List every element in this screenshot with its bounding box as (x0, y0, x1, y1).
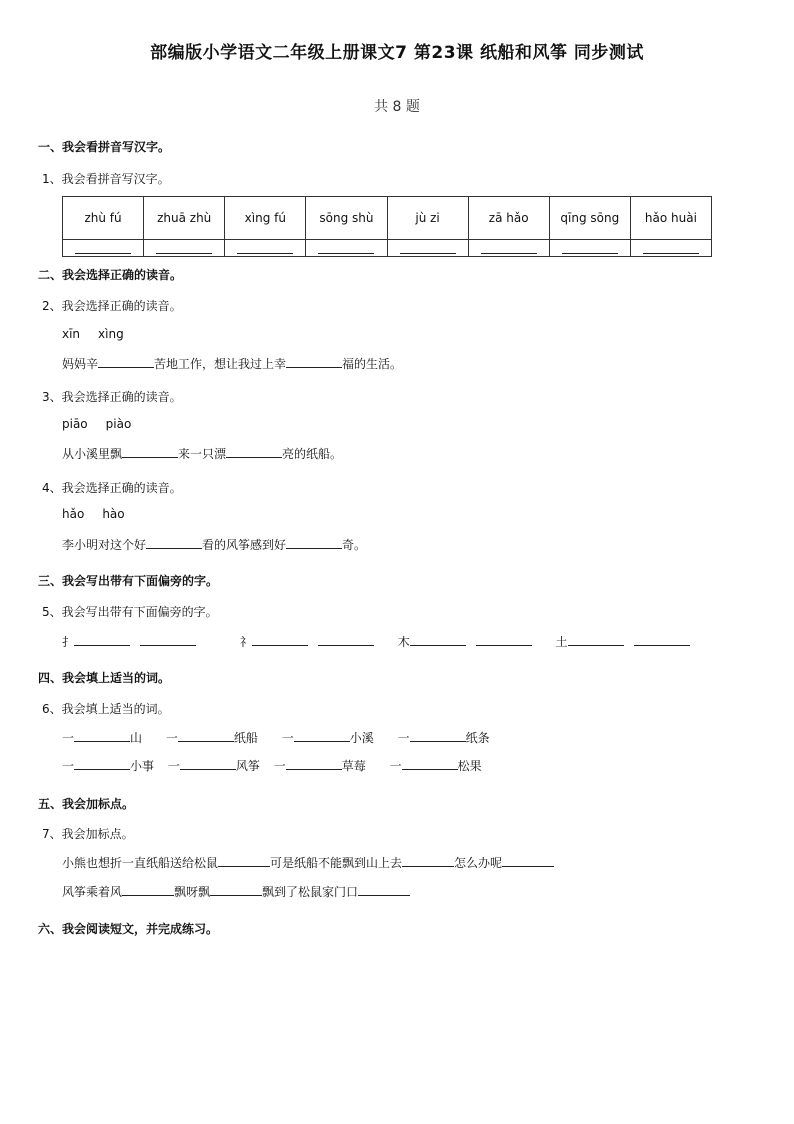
pinyin-cell: xìng fú (225, 197, 306, 240)
question-1-prompt: 1、我会看拼音写汉字。 (42, 172, 170, 186)
section-heading-6: 六、我会阅读短文，并完成练习。 (38, 922, 219, 936)
answer-blank[interactable] (481, 252, 537, 254)
pinyin-cell: zā hǎo (468, 197, 549, 240)
answer-blank[interactable] (502, 855, 554, 867)
question-6-row-1 (62, 729, 490, 746)
question-4-options (62, 507, 143, 521)
noun-label: 纸条 (465, 731, 490, 745)
answer-blank[interactable] (74, 634, 130, 646)
answer-blank[interactable] (98, 356, 154, 368)
answer-cell[interactable] (63, 240, 144, 257)
question-7-line-2 (62, 883, 410, 900)
answer-blank[interactable] (252, 634, 308, 646)
measure-word-prefix: 一 (273, 759, 286, 773)
pinyin-cell: jù zi (387, 197, 468, 240)
answer-blank[interactable] (122, 884, 174, 896)
noun-label: 小事 (130, 759, 155, 773)
answer-blank[interactable] (402, 758, 458, 770)
question-2-prompt: 2、我会选择正确的读音。 (42, 299, 182, 313)
noun-label: 小溪 (349, 731, 374, 745)
answer-blank[interactable] (476, 634, 532, 646)
question-3-sentence (62, 445, 342, 462)
section-heading-3: 三、我会写出带有下面偏旁的字。 (38, 574, 219, 588)
sentence-text: 奇。 (342, 538, 367, 552)
answer-blank[interactable] (568, 634, 624, 646)
question-count: 共 8 题 (374, 99, 420, 115)
question-5-radicals (62, 633, 690, 650)
radical-label: 土 (555, 635, 568, 649)
answer-blank[interactable] (318, 634, 374, 646)
sentence-text: 从小溪里飘 (62, 447, 123, 461)
answer-blank[interactable] (643, 252, 699, 254)
measure-word-prefix: 一 (281, 731, 294, 745)
section-heading-5: 五、我会加标点。 (38, 797, 135, 811)
answer-cell[interactable] (387, 240, 468, 257)
question-5-prompt: 5、我会写出带有下面偏旁的字。 (42, 605, 218, 619)
sentence-text: 飘呀飘 (174, 885, 211, 899)
section-heading-1: 一、我会看拼音写汉字。 (38, 140, 171, 154)
pinyin-cell: zhuā zhù (144, 197, 225, 240)
sentence-text: 李小明对这个好 (62, 538, 147, 552)
answer-blank[interactable] (294, 730, 350, 742)
radical-label: 礻 (239, 635, 252, 649)
answer-blank[interactable] (210, 884, 262, 896)
answer-blank[interactable] (286, 537, 342, 549)
answer-cell[interactable] (630, 240, 711, 257)
pinyin-option: piāo (62, 417, 88, 431)
answer-blank[interactable] (140, 634, 196, 646)
pinyin-option: piào (105, 417, 132, 431)
answer-blank[interactable] (146, 537, 202, 549)
section-heading-2: 二、我会选择正确的读音。 (38, 268, 183, 282)
answer-cell[interactable] (225, 240, 306, 257)
measure-word-prefix: 一 (62, 731, 75, 745)
noun-label: 松果 (457, 759, 482, 773)
question-4-sentence (62, 536, 366, 553)
answer-blank[interactable] (178, 730, 234, 742)
section-heading-4: 四、我会填上适当的词。 (38, 671, 171, 685)
answer-blank[interactable] (358, 884, 410, 896)
measure-word-prefix: 一 (165, 731, 178, 745)
sentence-text: 风筝乘着风 (62, 885, 123, 899)
measure-word-prefix: 一 (397, 731, 410, 745)
answer-cell[interactable] (144, 240, 225, 257)
question-6-prompt: 6、我会填上适当的词。 (42, 702, 170, 716)
answer-blank[interactable] (286, 758, 342, 770)
answer-blank[interactable] (218, 855, 270, 867)
sentence-text: 看的风筝感到好 (202, 538, 287, 552)
measure-word-prefix: 一 (167, 759, 180, 773)
question-2-sentence (62, 355, 402, 372)
measure-word-prefix: 一 (389, 759, 402, 773)
pinyin-option: hǎo (62, 507, 85, 521)
answer-blank[interactable] (74, 758, 130, 770)
sentence-text: 可是纸船不能飘到山上去 (270, 856, 403, 870)
question-6-row-2 (62, 757, 482, 774)
pinyin-cell: hǎo huài (630, 197, 711, 240)
answer-blank[interactable] (180, 758, 236, 770)
sentence-text: 来一只漂 (178, 447, 227, 461)
page-title: 部编版小学语文二年级上册课文7 第23课 纸船和风筝 同步测试 (150, 43, 644, 63)
answer-blank[interactable] (156, 252, 212, 254)
answer-blank[interactable] (318, 252, 374, 254)
pinyin-cell: sōng shù (306, 197, 387, 240)
radical-label: 扌 (62, 635, 75, 649)
answer-blank[interactable] (75, 252, 131, 254)
question-2-options (62, 327, 142, 341)
pinyin-table (62, 196, 712, 257)
answer-blank[interactable] (402, 855, 454, 867)
answer-blank[interactable] (562, 252, 618, 254)
question-3-options (62, 417, 149, 431)
noun-label: 草莓 (341, 759, 366, 773)
answer-blank[interactable] (237, 252, 293, 254)
answer-blank[interactable] (74, 730, 130, 742)
question-7-prompt: 7、我会加标点。 (42, 827, 134, 841)
answer-blank[interactable] (634, 634, 690, 646)
pinyin-cell: qīng sōng (549, 197, 630, 240)
sentence-text: 苦地工作，想让我过上幸 (154, 357, 287, 371)
pinyin-cell: zhù fú (63, 197, 144, 240)
sentence-text: 飘到了松鼠家门口 (262, 885, 359, 899)
sentence-text: 小熊也想折一直纸船送给松鼠 (62, 856, 219, 870)
question-7-line-1 (62, 854, 554, 871)
answer-blank[interactable] (410, 730, 466, 742)
sentence-text: 怎么办呢 (454, 856, 503, 870)
answer-blank[interactable] (226, 446, 282, 458)
sentence-text: 亮的纸船。 (282, 447, 343, 461)
answer-blank[interactable] (122, 446, 178, 458)
pinyin-option: xīn (62, 327, 81, 341)
pinyin-option: xìng (98, 327, 124, 341)
answer-blank[interactable] (410, 634, 466, 646)
noun-label: 纸船 (233, 731, 258, 745)
answer-cell[interactable] (306, 240, 387, 257)
answer-cell[interactable] (549, 240, 630, 257)
pinyin-option: hào (102, 507, 125, 521)
noun-label: 山 (130, 731, 143, 745)
radical-label: 木 (397, 635, 410, 649)
sentence-text: 福的生活。 (342, 357, 403, 371)
question-4-prompt: 4、我会选择正确的读音。 (42, 481, 182, 495)
sentence-text: 妈妈辛 (62, 357, 99, 371)
question-3-prompt: 3、我会选择正确的读音。 (42, 390, 182, 404)
answer-blank[interactable] (400, 252, 456, 254)
noun-label: 风筝 (235, 759, 260, 773)
answer-blank[interactable] (286, 356, 342, 368)
answer-cell[interactable] (468, 240, 549, 257)
measure-word-prefix: 一 (62, 759, 75, 773)
